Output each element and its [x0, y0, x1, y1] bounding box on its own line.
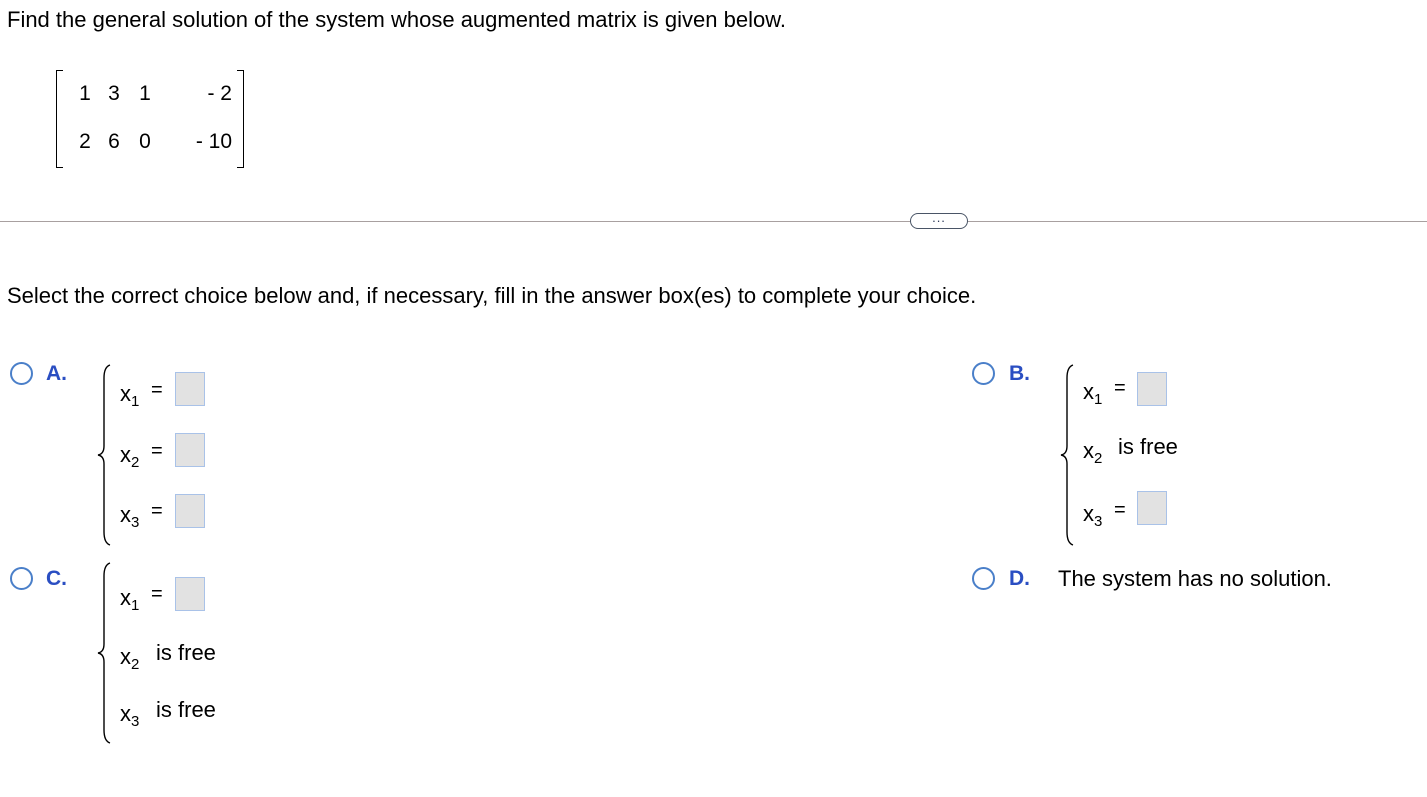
- variable-x1: $x_1$: [1083, 379, 1103, 408]
- section-divider: [0, 221, 1427, 222]
- matrix-row: [56, 128, 244, 156]
- answer-box-x1[interactable]: [175, 372, 205, 406]
- choice-c-radio[interactable]: [10, 567, 33, 590]
- variable-x2: $x_2$: [1083, 438, 1103, 467]
- matrix-cell: 1: [79, 82, 91, 105]
- answer-box-x3[interactable]: [175, 494, 205, 528]
- choice-b-label: B.: [1009, 362, 1030, 385]
- equals-sign: =: [151, 379, 163, 401]
- choice-c-label: C.: [46, 567, 67, 590]
- augmented-matrix: [56, 70, 244, 168]
- answer-box-x1[interactable]: [1137, 372, 1167, 406]
- matrix-cell: 1: [139, 82, 151, 105]
- left-brace-icon: [1059, 364, 1075, 546]
- left-brace-icon: [96, 364, 112, 546]
- equals-sign: =: [1114, 377, 1126, 399]
- question-text: Find the general solution of the system whose augmented matrix is given below.: [7, 7, 786, 32]
- free-variable-text: is free: [1118, 434, 1178, 459]
- equals-sign: =: [151, 500, 163, 522]
- matrix-cell: 0: [139, 130, 151, 153]
- matrix-cell: 6: [108, 130, 120, 153]
- choice-a-label: A.: [46, 362, 67, 385]
- variable-x1: $x_1$: [120, 585, 140, 614]
- matrix-cell: - 2: [207, 82, 232, 105]
- variable-x2: $x_2$: [120, 644, 140, 673]
- answer-box-x3[interactable]: [1137, 491, 1167, 525]
- matrix-cell: 2: [79, 130, 91, 153]
- equals-sign: =: [151, 440, 163, 462]
- variable-x3: $x_3$: [120, 701, 140, 730]
- matrix-cell: - 10: [195, 130, 232, 153]
- variable-x3: $x_3$: [120, 502, 140, 531]
- choice-a-radio[interactable]: [10, 362, 33, 385]
- choice-d-radio[interactable]: [972, 567, 995, 590]
- left-brace-icon: [96, 562, 112, 744]
- matrix-cell: 3: [108, 82, 120, 105]
- choice-d-text: The system has no solution.: [1058, 566, 1332, 591]
- variable-x3: $x_3$: [1083, 501, 1103, 530]
- expand-more-button[interactable]: ...: [910, 213, 968, 229]
- equals-sign: =: [1114, 499, 1126, 521]
- answer-box-x1[interactable]: [175, 577, 205, 611]
- choice-d-label: D.: [1009, 567, 1030, 590]
- choice-b-radio[interactable]: [972, 362, 995, 385]
- instruction-text: Select the correct choice below and, if necessary, fill in the answer box(es) to complete your choice.: [7, 283, 977, 308]
- answer-box-x2[interactable]: [175, 433, 205, 467]
- variable-x2: $x_2$: [120, 442, 140, 471]
- matrix-row: [56, 80, 244, 108]
- free-variable-text: is free: [156, 697, 216, 722]
- variable-x1: $x_1$: [120, 381, 140, 410]
- free-variable-text: is free: [156, 640, 216, 665]
- equals-sign: =: [151, 583, 163, 605]
